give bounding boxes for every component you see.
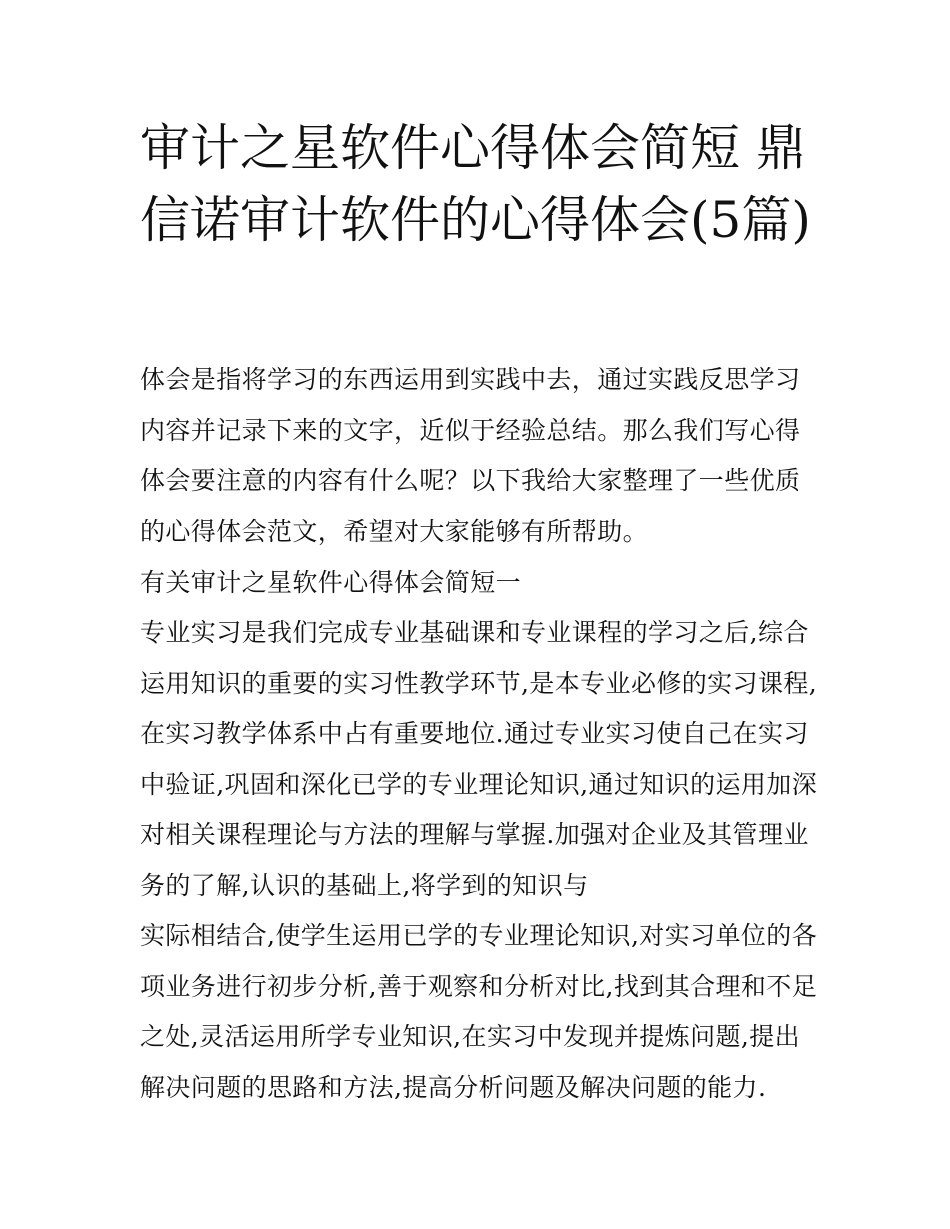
body-paragraph-1: 专业实习是我们完成专业基础课和专业课程的学习之后,综合运用知识的重要的实习性教学环节,是本专业必修的实习课程,在实习教学体系中占有重要地位.通过专业实习使自己在实习中验证,巩固和深化已学的专业理论知识,通过知识的运用加深对相关课程理论与方法的理解与掌握.加强对企业及其管理业务的了解,认识的基础上,将学到的知识与 xyxy=(140,618,818,900)
intro-paragraph: 体会是指将学习的东西运用到实践中去，通过实践反思学习内容并记录下来的文字，近似于经验总结。那么我们写心得体会要注意的内容有什么呢？以下我给大家整理了一些优质的心得体会范文，希望对大家能够有所帮助。 xyxy=(140,365,801,546)
document-title: 审计之星软件心得体会简短 鼎信诺审计软件的心得体会(5篇) xyxy=(140,119,811,249)
body-paragraph-2: 实际相结合,使学生运用已学的专业理论知识,对实习单位的各项业务进行初步分析,善于观察和分析对比,找到其合理和不足之处,灵活运用所学专业知识,在实习中发现并提炼问题,提出解决问题的思路和方法,提高分析问题及解决问题的能力. xyxy=(140,921,818,1102)
section-heading: 有关审计之星软件心得体会简短一 xyxy=(140,568,522,597)
